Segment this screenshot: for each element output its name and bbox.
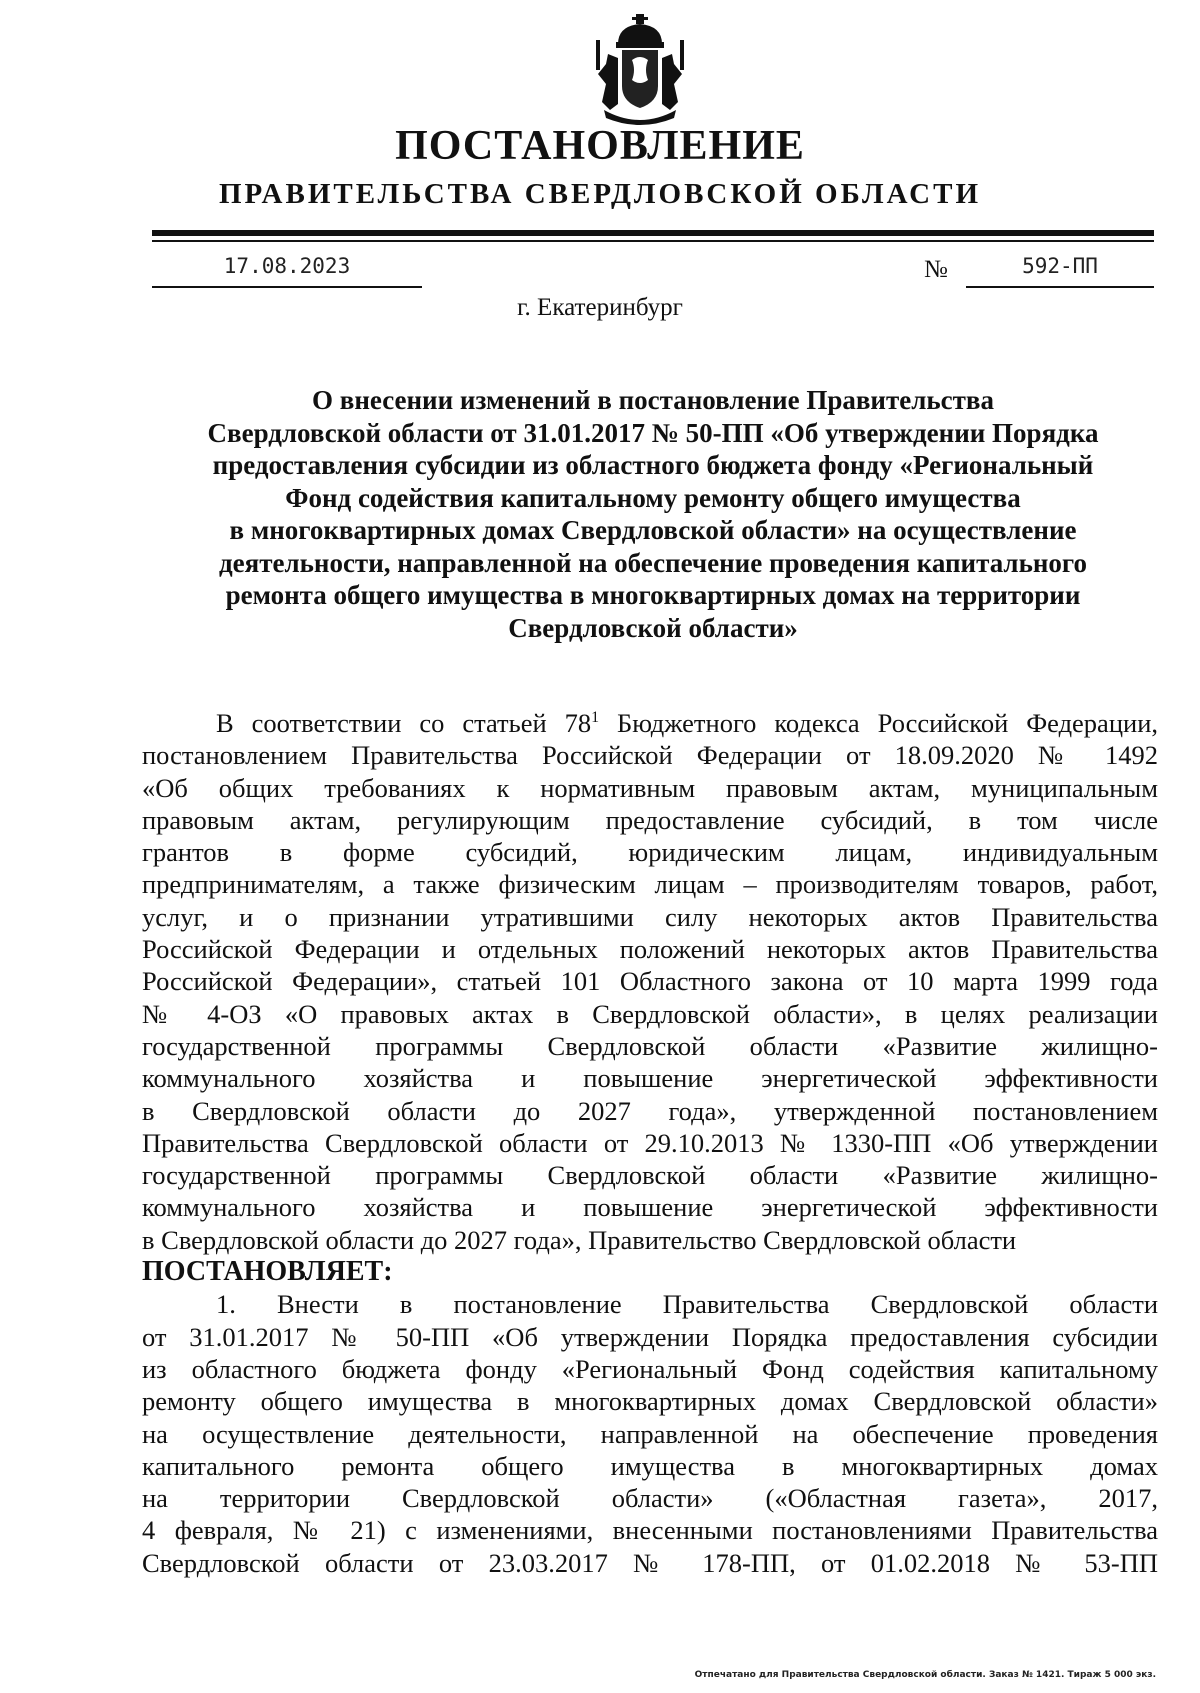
preamble-line: в Свердловской области до 2027 года», утвержденной постановлением xyxy=(142,1095,1158,1126)
preamble-line: государственной программы Свердловской области «Развитие жилищно- xyxy=(142,1160,1158,1191)
preamble-line: постановлением Правительства Российской Федерации от 18.09.2020 № 1492 xyxy=(142,740,1158,771)
clause-1-line: 4 февраля, № 21) с изменениями, внесенными постановлениями Правительства xyxy=(142,1515,1158,1546)
preamble-line: «Об общих требованиях к нормативным правовым актам, муниципальным xyxy=(142,772,1158,803)
subject-line: деятельности, направленной на обеспечение проведения капитального xyxy=(218,547,1088,578)
document-body xyxy=(142,707,1158,1579)
subject-line: Фонд содействия капитальному ремонту общего имущества xyxy=(285,482,1021,513)
document-subject xyxy=(150,384,1156,644)
subject-line: Свердловской области от 31.01.2017 № 50-ПП «Об утверждении Порядка xyxy=(207,417,1099,448)
preamble-last-line: в Свердловской области до 2027 года», Правительство Свердловской области xyxy=(142,1224,1017,1255)
preamble-line: услуг, и о признании утратившими силу некоторых актов Правительства xyxy=(142,901,1158,932)
number-label: № xyxy=(924,256,948,283)
preamble-line: коммунального хозяйства и повышение энергетической эффективности xyxy=(142,1063,1158,1094)
issuing-authority: ПРАВИТЕЛЬСТВА СВЕРДЛОВСКОЙ ОБЛАСТИ xyxy=(218,178,982,210)
subject-line: О внесении изменений в постановление Правительства xyxy=(312,385,994,415)
header-rule-thin xyxy=(152,240,1154,242)
subject-line: Свердловской области» xyxy=(508,612,798,643)
document-city: г. Екатеринбург xyxy=(517,294,683,321)
clause-1-line: от 31.01.2017 № 50-ПП «Об утверждении Порядка предоставления субсидии xyxy=(142,1321,1158,1352)
document-number: 592-ПП xyxy=(966,254,1154,288)
preamble-line: государственной программы Свердловской области «Развитие жилищно- xyxy=(142,1030,1158,1061)
document-type-title: ПОСТАНОВЛЕНИЕ xyxy=(395,123,805,169)
preamble-line: грантов в форме субсидий, юридическим лицам, индивидуальным xyxy=(142,837,1158,868)
clause-1-line: на осуществление деятельности, направленной на обеспечение проведения xyxy=(142,1418,1158,1449)
coat-of-arms-icon xyxy=(588,14,692,126)
decree-word: ПОСТАНОВЛЯЕТ: xyxy=(142,1256,393,1288)
preamble-first-line: В соответствии со статьей $78^1$ Бюджетного кодекса Российской Федерации, xyxy=(216,708,1158,738)
preamble-line: № 4-ОЗ «О правовых актах в Свердловской области», в целях реализации xyxy=(142,998,1158,1029)
clause-1-first-line: 1. Внести в постановление Правительства Свердловской области xyxy=(216,1289,1158,1320)
preamble-line: Российской Федерации», статьей 101 Областного закона от 10 марта 1999 года xyxy=(142,966,1158,997)
clause-1-line: ремонту общего имущества в многоквартирных домах Свердловской области» xyxy=(142,1386,1158,1417)
header-rule-thick xyxy=(152,230,1154,236)
clause-1-line: на территории Свердловской области» («Областная газета», 2017, xyxy=(142,1483,1158,1514)
document-date: 17.08.2023 xyxy=(152,254,422,288)
subject-line: в многоквартирных домах Свердловской области» на осуществление xyxy=(229,515,1077,545)
preamble-line: предпринимателям, а также физическим лицам – производителям товаров, работ, xyxy=(142,869,1158,900)
clause-1-line: Свердловской области от 23.03.2017 № 178-ПП, от 01.02.2018 № 53-ПП xyxy=(142,1547,1158,1578)
print-imprint: Отпечатано для Правительства Свердловской области. Заказ № 1421. Тираж 5 000 экз. xyxy=(694,1670,1156,1680)
subject-line: предоставления субсидии из областного бюджета фонду «Региональный xyxy=(212,450,1094,480)
superscript: 1 xyxy=(591,709,600,727)
preamble-line: Правительства Свердловской области от 29.10.2013 № 1330-ПП «Об утверждении xyxy=(142,1127,1158,1158)
preamble-line: коммунального хозяйства и повышение энергетической эффективности xyxy=(142,1192,1158,1223)
clause-1-line: из областного бюджета фонду «Региональный Фонд содействия капитальному xyxy=(142,1353,1158,1384)
subject-line: ремонта общего имущества в многоквартирных домах на территории xyxy=(225,580,1081,610)
clause-1-line: капитального ремонта общего имущества в многоквартирных домах xyxy=(142,1450,1158,1481)
preamble-line: правовым актам, регулирующим предоставление субсидий, в том числе xyxy=(142,804,1158,835)
preamble-line: Российской Федерации и отдельных положений некоторых актов Правительства xyxy=(142,934,1158,965)
